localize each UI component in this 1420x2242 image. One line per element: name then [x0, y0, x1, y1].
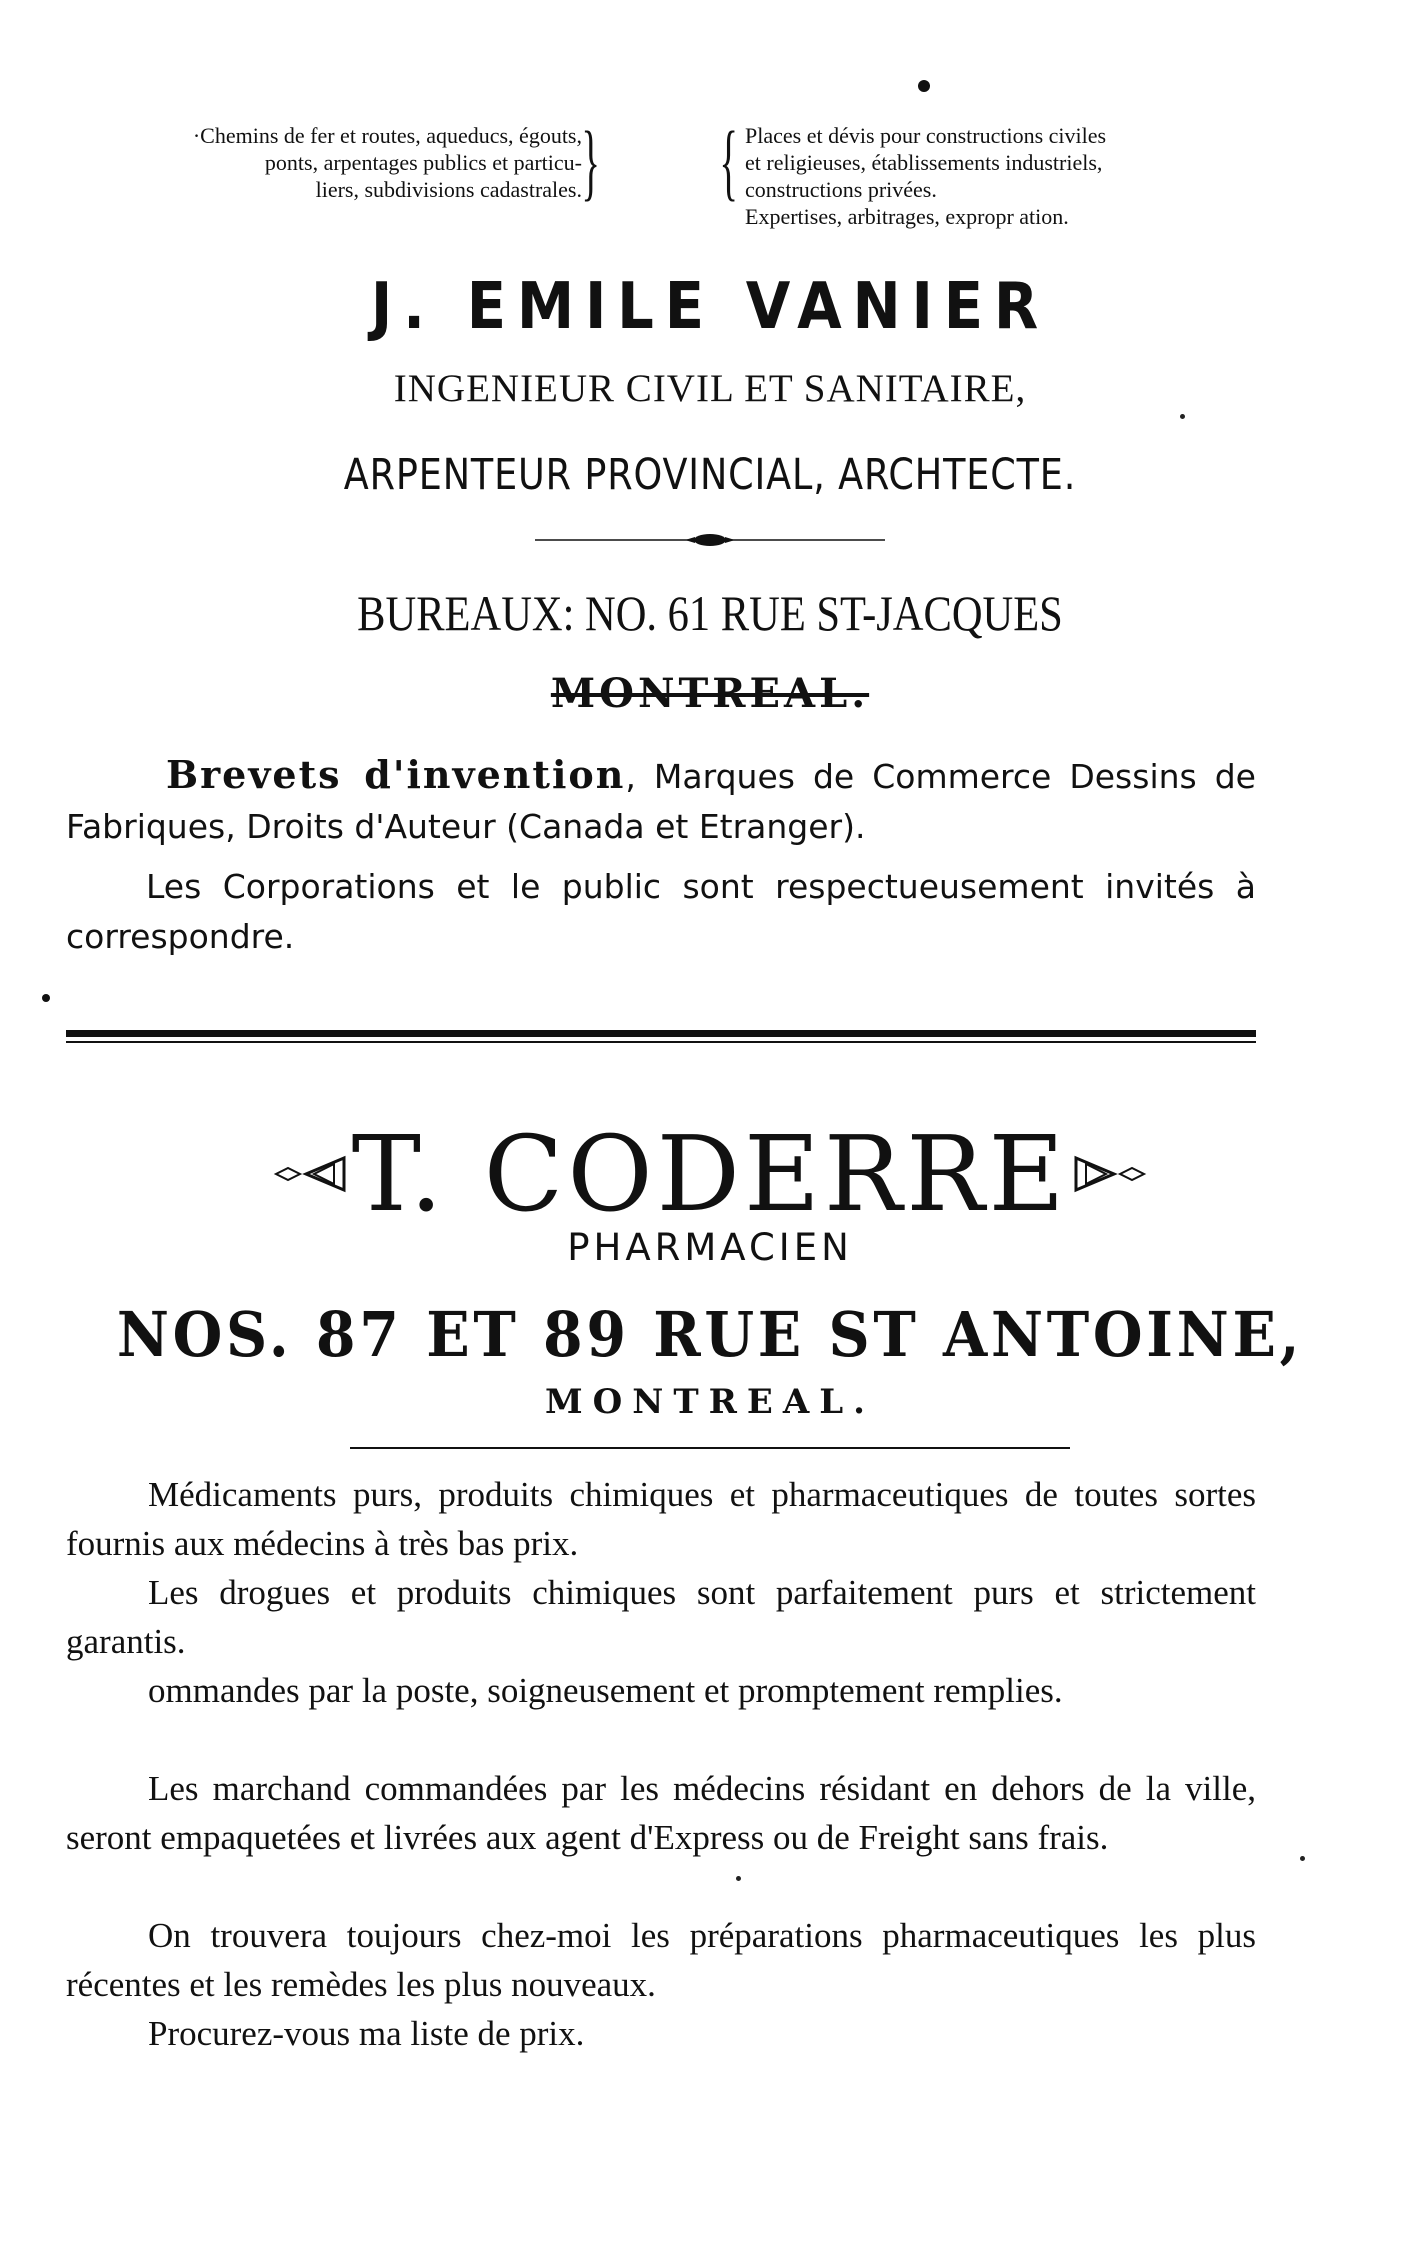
- coderre-paragraph-commandes: ommandes par la poste, soigneusement et promptement remplies.: [148, 1671, 1063, 1710]
- print-speck: [736, 1876, 741, 1881]
- vanier-office-address: BUREAUX: NO. 61 RUE ST-JACQUES: [357, 585, 1063, 641]
- header-left-line: liers, subdivisions cadastrales.: [315, 177, 582, 202]
- brevets-heading: Brevets d'invention: [166, 752, 626, 797]
- ornament-divider-icon: [535, 533, 885, 547]
- coderre-name: T. CODERRE: [351, 1113, 1069, 1235]
- section-divider-thin: [66, 1041, 1256, 1043]
- coderre-paragraph-drogues: Les drogues et produits chimiques sont parfaitement purs et strictement garantis.: [66, 1573, 1256, 1661]
- vanier-title-line2: ARPENTEUR PROVINCIAL, ARCHTECTE.: [343, 450, 1077, 500]
- header-left-line: ·Chemins de fer et routes, aqueducs, égouts,: [192, 123, 582, 148]
- top-bullet-mark: [918, 80, 930, 92]
- coderre-paragraph-liste-prix: Procurez-vous ma liste de prix.: [148, 2014, 585, 2053]
- vanier-services-paragraph: [66, 750, 1256, 852]
- header-right-line: Places et dévis pour constructions civiles: [745, 123, 1107, 148]
- coderre-paragraph-preparations: On trouvera toujours chez-moi les préparations pharmaceutiques les plus récentes et les remèdes les plus nouveaux.: [66, 1916, 1256, 2004]
- vanier-invitation-paragraph: Les Corporations et le public sont respectueusement invités à correspondre.: [66, 867, 1256, 956]
- left-brace-icon: {: [719, 113, 738, 209]
- coderre-city: MONTREAL.: [545, 1382, 875, 1422]
- right-arrow-ornament-icon: [1074, 1154, 1154, 1194]
- vanier-name: J. EMILE VANIER: [370, 270, 1050, 344]
- margin-dot: [42, 994, 50, 1002]
- header-right-line: et religieuses, établissements industriels,: [745, 150, 1103, 175]
- header-right-line: constructions privées.: [745, 177, 937, 202]
- print-speck: [1300, 1856, 1305, 1861]
- right-brace-icon: }: [581, 113, 600, 209]
- print-speck: [1180, 414, 1185, 419]
- coderre-address: NOS. 87 ET 89 RUE ST ANTOINE,: [116, 1298, 1304, 1371]
- header-left-column: [62, 122, 582, 203]
- vanier-city: MONTREAL.: [550, 670, 870, 717]
- header-right-line: Expertises, arbitrages, expropr ation.: [745, 204, 1069, 229]
- coderre-paragraph-medicaments: Médicaments purs, produits chimiques et pharmaceutiques de toutes sortes fournis aux médecins à très bas prix.: [66, 1475, 1256, 1563]
- brevets-text: , Marques de Commerce Dessins de Fabriques, Droits d'Auteur (Canada et Etranger).: [66, 757, 1256, 846]
- coderre-profession: PHARMACIEN: [567, 1226, 853, 1269]
- coderre-paragraph-marchandises: Les marchand commandées par les médecins résidant en dehors de la ville, seront empaquetées et livrées aux agent d'Express ou de Freight sans frais.: [66, 1769, 1256, 1857]
- header-right-column: [745, 122, 1265, 230]
- header-left-line: ponts, arpentages publics et particu-: [264, 150, 582, 175]
- coderre-heading-row: [0, 1114, 1420, 1234]
- coderre-divider: [350, 1447, 1070, 1449]
- left-arrow-ornament-icon: [266, 1154, 346, 1194]
- section-divider-thick: [66, 1030, 1256, 1037]
- vanier-title-line1: INGENIEUR CIVIL ET SANITAIRE,: [393, 367, 1027, 410]
